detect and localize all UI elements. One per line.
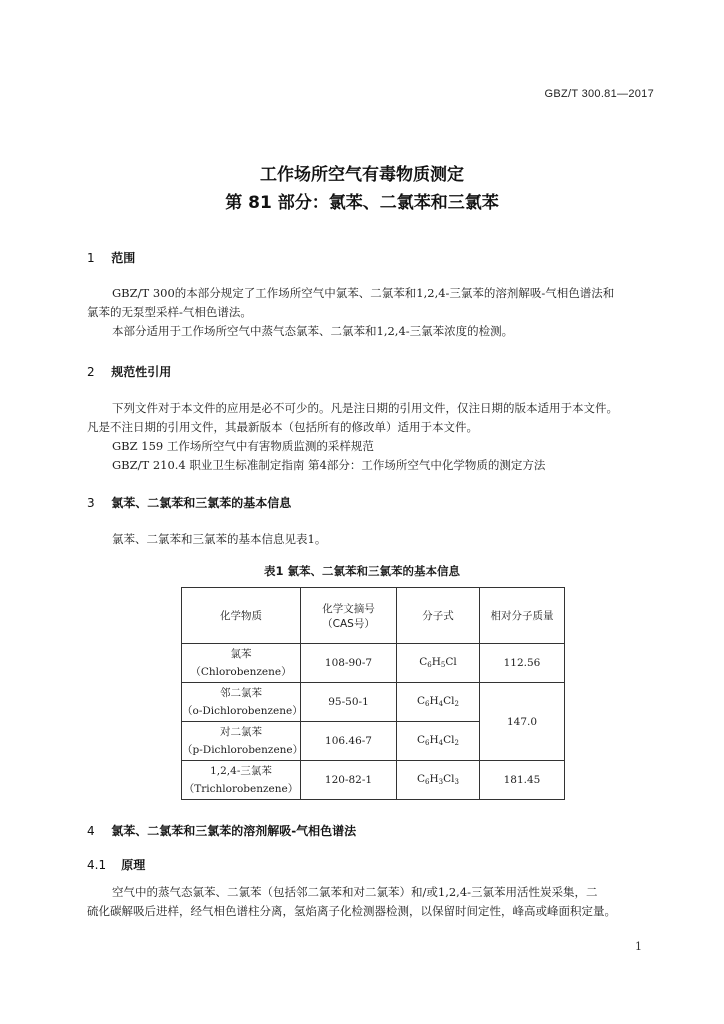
cas-cell: 106.46-7 [301, 722, 397, 761]
section-3-heading [87, 494, 291, 511]
section-number: 2 [87, 365, 95, 379]
section-number: 3 [87, 496, 95, 510]
section-title: 规范性引用 [111, 365, 172, 379]
section-4-1-paragraph [87, 883, 657, 921]
chemical-name-en: （Chlorobenzene） [190, 666, 292, 678]
chemical-cell [182, 761, 301, 800]
cas-cell: 95-50-1 [301, 683, 397, 722]
section-1-heading [87, 249, 135, 266]
chemical-name-cn: 对二氯苯 [220, 726, 262, 738]
section-title: 原理 [121, 858, 146, 872]
header-cas [301, 588, 397, 644]
table-row [182, 644, 565, 683]
section-2-paragraph [87, 399, 657, 475]
formula-cell: $C_6H_3Cl_3$ [397, 761, 480, 800]
header-chemical: 化学物质 [182, 588, 301, 644]
paragraph-line: 空气中的蒸气态氯苯、二氯苯（包括邻二氯苯和对二氯苯）和/或1,2,4-三氯苯用活性炭采集，二 [112, 885, 598, 899]
table-caption: 表1 氯苯、二氯苯和三氯苯的基本信息 [263, 564, 460, 578]
section-1-paragraph [87, 284, 657, 341]
cas-cell: 108-90-7 [301, 644, 397, 683]
table-header-row [182, 588, 565, 644]
paragraph-line: GBZ/T 300的本部分规定了工作场所空气中氯苯、二氯苯和1,2,4-三氯苯的溶剂解吸-气相色谱法和 [112, 286, 615, 300]
section-number: 4.1 [87, 858, 107, 872]
chemical-name-en: （p-Dichlorobenzene） [182, 744, 304, 756]
chemical-name-cn: 氯苯 [230, 648, 252, 660]
reference-item: GBZ 159 工作场所空气中有害物质监测的采样规范 [112, 439, 374, 453]
standard-code: GBZ/T 300.81—2017 [544, 88, 654, 100]
paragraph-line: 下列文件对于本文件的应用是必不可少的。凡是注日期的引用文件，仅注日期的版本适用于本文件。 [112, 401, 618, 415]
paragraph-line: 硫化碳解吸后进样，经气相色谱柱分离，氢焰离子化检测器检测，以保留时间定性，峰高或峰面积定量。 [87, 904, 616, 918]
chemical-name-cn: 1,2,4-三氯苯 [210, 765, 272, 777]
section-4-1-heading [87, 856, 145, 873]
table-row [182, 761, 565, 800]
chemical-cell [182, 722, 304, 761]
mw-cell-merged: 147.0 [480, 683, 565, 761]
mw-cell: 112.56 [480, 644, 565, 683]
chemical-name-en: （o-Dichlorobenzene） [182, 705, 303, 717]
chemical-cell [182, 644, 301, 683]
section-title: 范围 [111, 251, 136, 265]
page-number: 1 [635, 940, 642, 953]
section-3-paragraph: 氯苯、二氯苯和三氯苯的基本信息见表1。 [112, 532, 327, 546]
section-4-heading [87, 822, 356, 839]
formula-cell: $C_6H_5Cl$ [397, 644, 480, 683]
paragraph-line: 本部分适用于工作场所空气中蒸气态氯苯、二氯苯和1,2,4-三氯苯浓度的检测。 [112, 324, 514, 338]
section-number: 1 [87, 251, 95, 265]
mw-cell: 181.45 [480, 761, 565, 800]
header-formula: 分子式 [397, 588, 480, 644]
reference-item: GBZ/T 210.4 职业卫生标准制定指南 第4部分：工作场所空气中化学物质的测定方法 [112, 458, 546, 472]
chemical-name-en: （Trichlorobenzene） [183, 783, 299, 795]
header-molecular-weight: 相对分子质量 [480, 588, 565, 644]
chemical-name-cn: 邻二氯苯 [220, 687, 262, 699]
header-cas-line2: （CAS号） [322, 617, 375, 630]
section-number: 4 [87, 824, 95, 838]
section-2-heading [87, 363, 171, 380]
header-cas-line1: 化学文摘号 [322, 602, 375, 615]
document-subtitle: 第 81 部分：氯苯、二氯苯和三氯苯 [225, 193, 499, 213]
formula-cell: $C_6H_4Cl_2$ [397, 722, 480, 761]
formula-cell: $C_6H_4Cl_2$ [397, 683, 480, 722]
section-title: 氯苯、二氯苯和三氯苯的基本信息 [111, 496, 292, 510]
chemical-cell [182, 683, 301, 722]
paragraph-line: 凡是不注日期的引用文件，其最新版本（包括所有的修改单）适用于本文件。 [87, 420, 478, 434]
document-title: 工作场所空气有毒物质测定 [260, 165, 464, 185]
basic-info-table [181, 587, 565, 800]
paragraph-line: 氯苯的无泵型采样-气相色谱法。 [87, 305, 252, 319]
section-title: 氯苯、二氯苯和三氯苯的溶剂解吸-气相色谱法 [111, 824, 357, 838]
cas-cell: 120-82-1 [301, 761, 397, 800]
table-row [182, 683, 565, 722]
